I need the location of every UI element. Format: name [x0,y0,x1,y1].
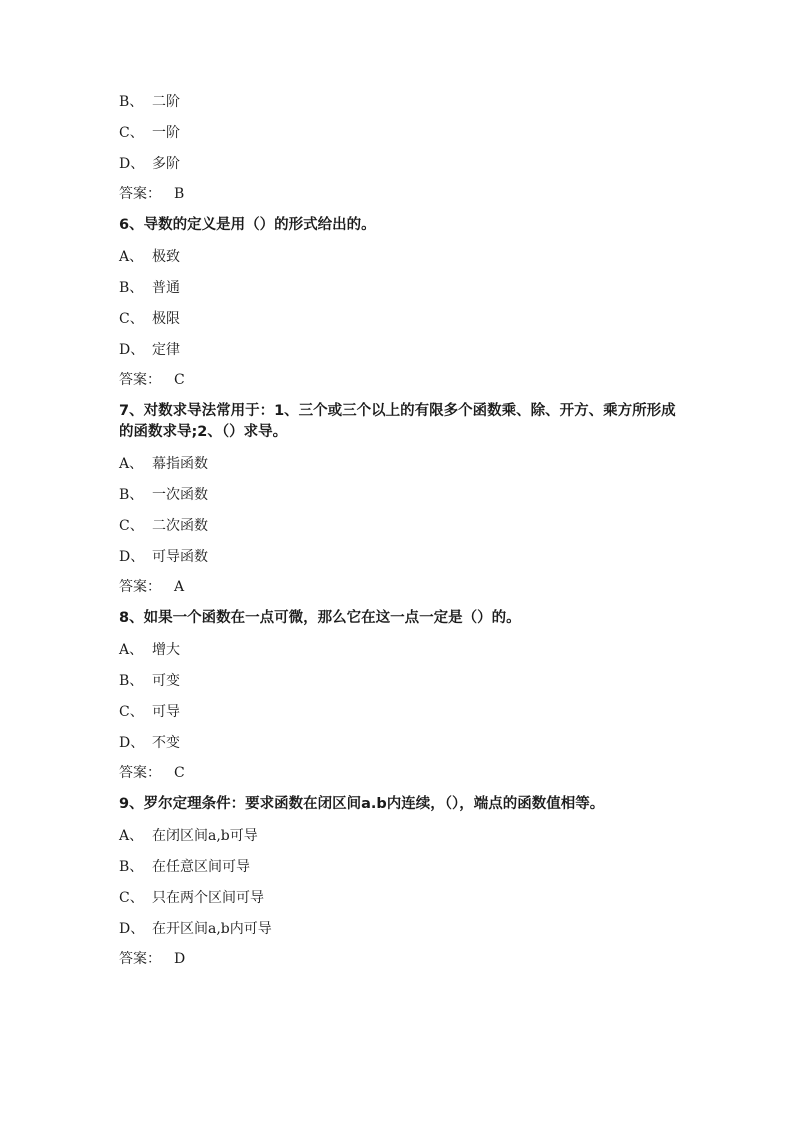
answer-line: 答案： C [119,765,185,782]
option-c: C、 一阶 [119,124,180,141]
option-d: D、 不变 [119,734,180,751]
option-a: A、 增大 [119,642,180,659]
answer-line: 答案： A [119,579,185,596]
option-b: B、 普通 [119,279,180,296]
option-b: B、 在任意区间可导 [119,858,250,875]
option-d: D、 可导函数 [119,548,208,565]
option-b: B、 二阶 [119,94,180,110]
option-b: B、 一次函数 [119,486,208,503]
option-a: A、 幕指函数 [119,456,208,473]
option-d: D、 在开区间a,b内可导 [119,920,272,937]
option-b: B、 可变 [119,672,180,689]
option-c: C、 极限 [119,310,180,327]
answer-line: 答案： B [119,186,185,203]
question-7-prompt: 7、对数求导法常用于：1、三个或三个以上的有限多个函数乘、除、开方、乘方所形成的函数求导;2、（）求导。 [119,403,676,441]
question-9-prompt: 9、罗尔定理条件：要求函数在闭区间a.b内连续，（），端点的函数值相等。 [119,796,605,813]
option-d: D、 定律 [119,341,180,358]
question-6-prompt: 6、导数的定义是用（）的形式给出的。 [119,217,376,234]
answer-line: 答案： D [119,951,186,968]
option-d: D、 多阶 [119,155,180,172]
option-a: A、 在闭区间a,b可导 [119,828,258,845]
option-c: C、 二次函数 [119,517,208,534]
option-a: A、 极致 [119,249,180,266]
option-c: C、 只在两个区间可导 [119,889,264,906]
question-8-prompt: 8、如果一个函数在一点可微，那么它在这一点一定是（）的。 [119,610,521,627]
option-c: C、 可导 [119,703,180,720]
answer-line: 答案： C [119,372,185,389]
document-page [119,92,679,980]
